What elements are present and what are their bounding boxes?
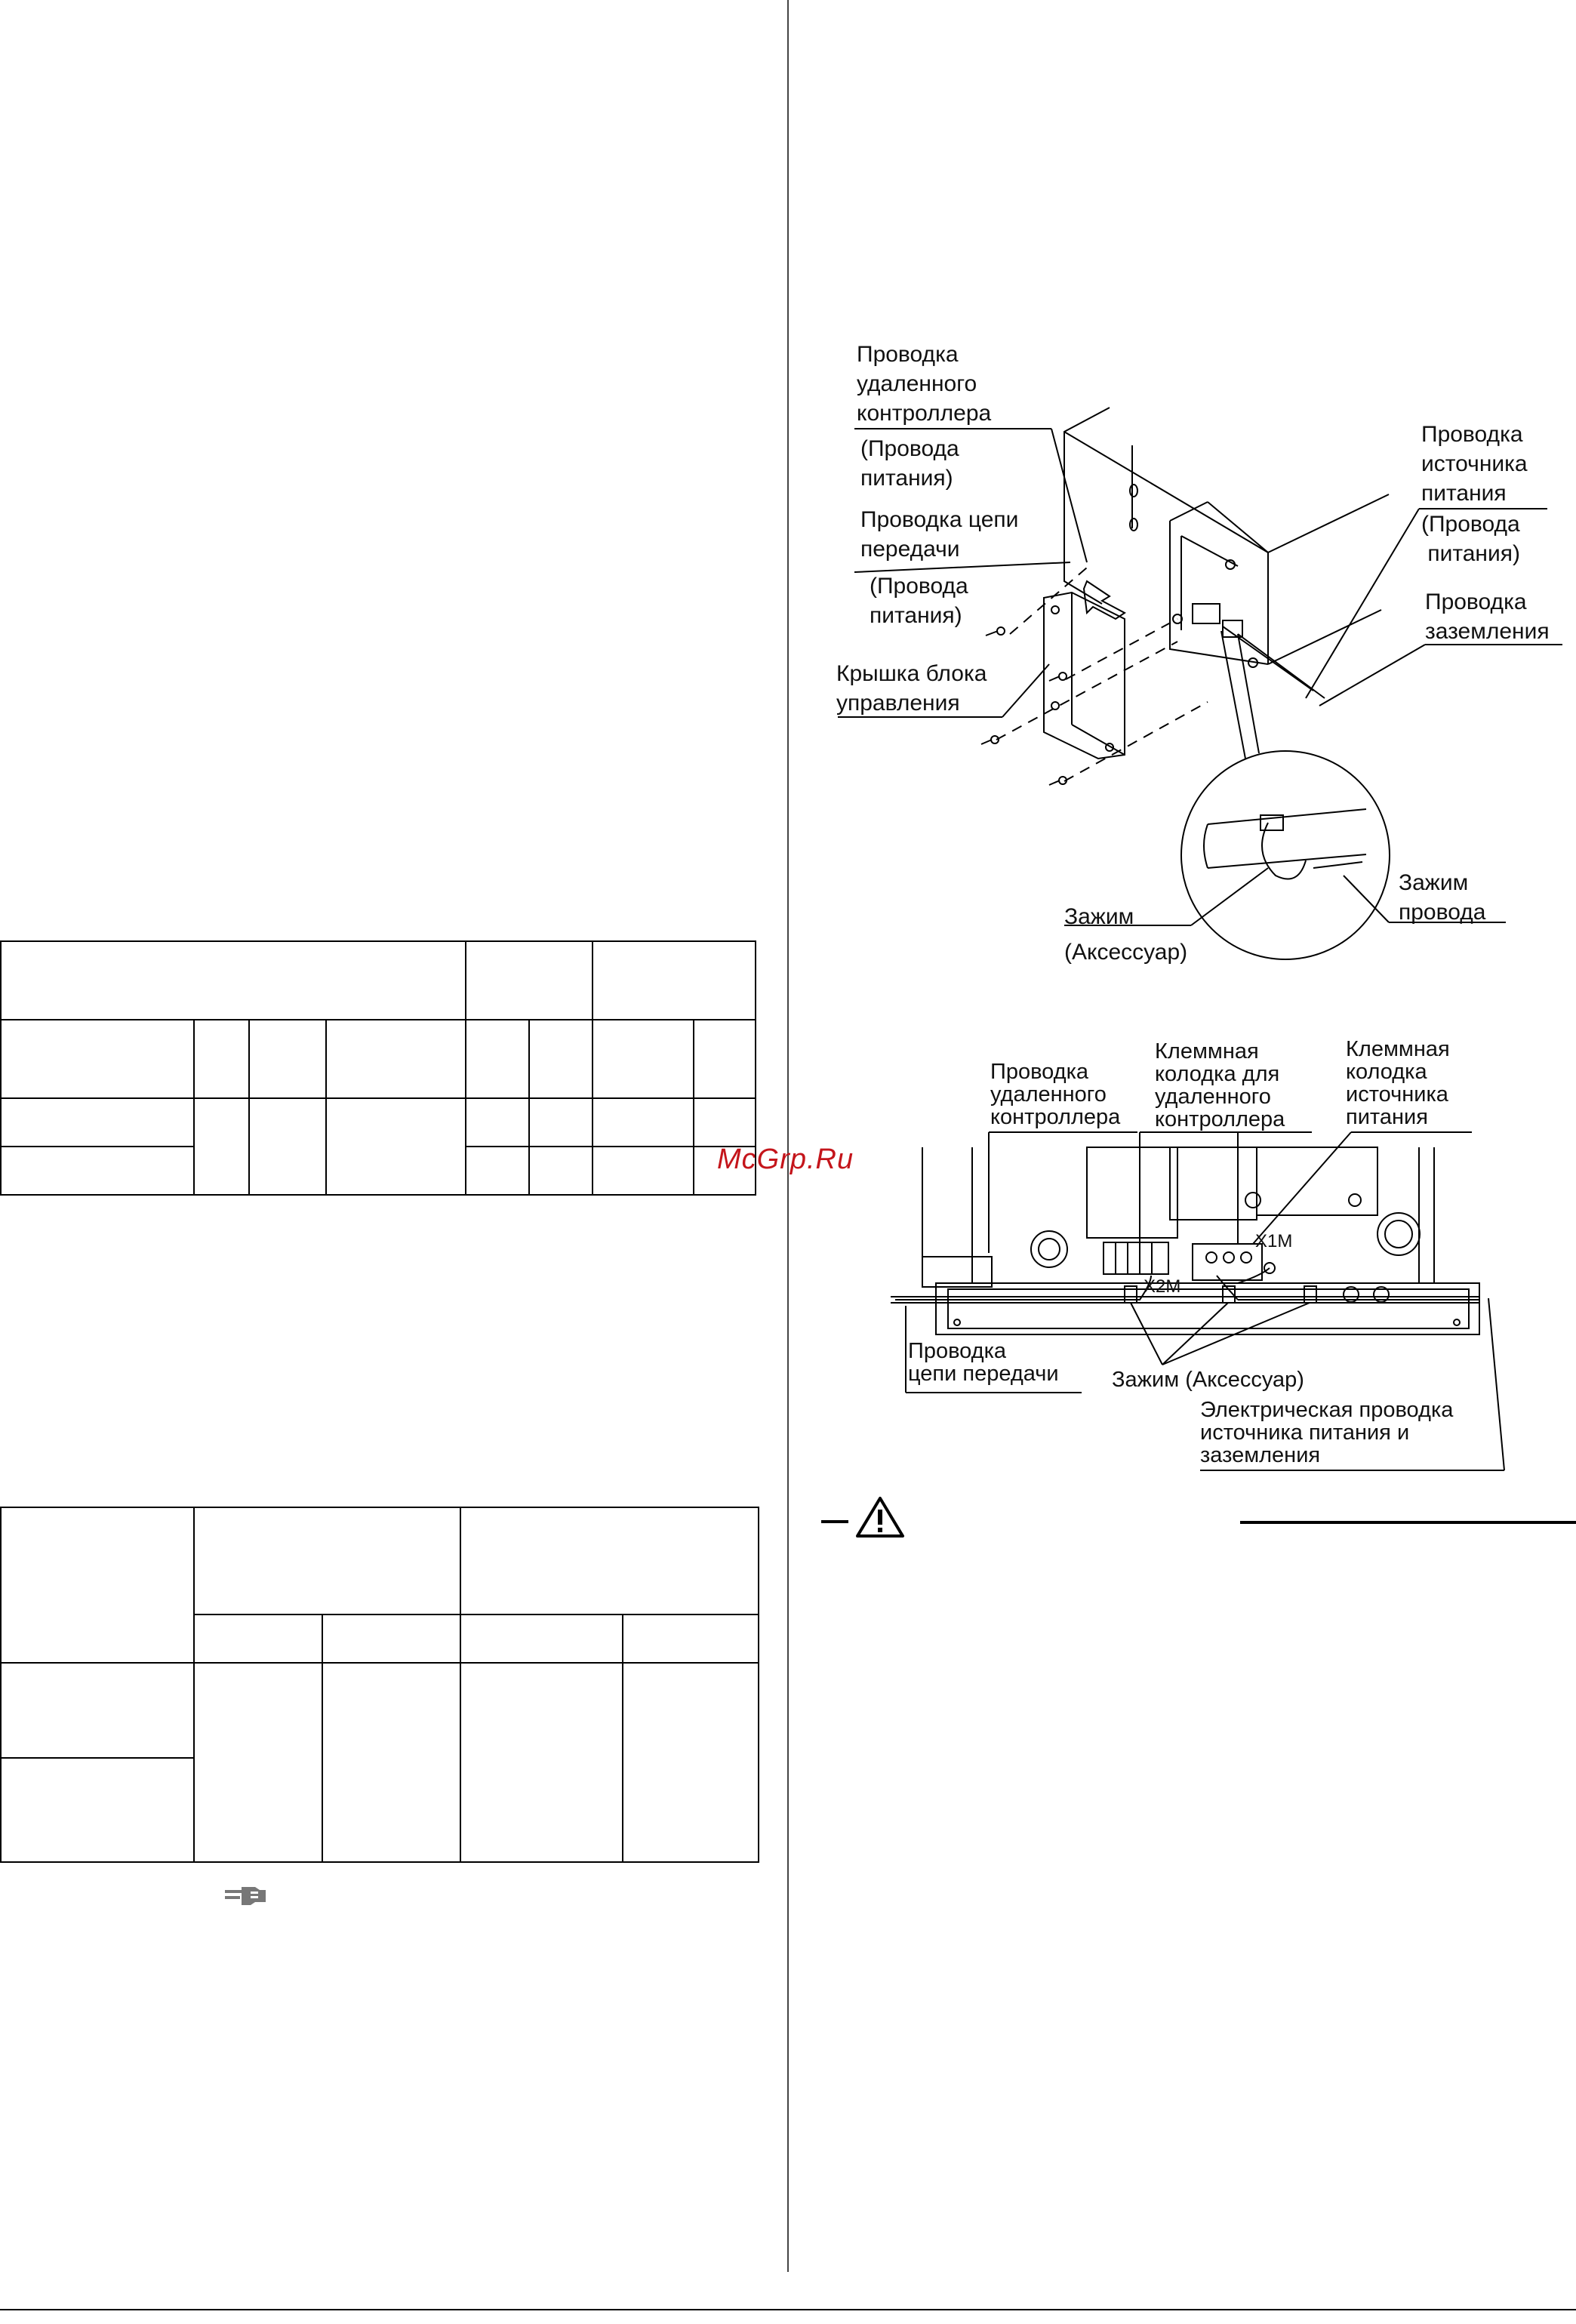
table-2 (0, 1507, 759, 1863)
label-clamp: Зажим (1064, 904, 1134, 929)
label-ground-wiring: Проводка заземления (1425, 589, 1550, 644)
warning-triangle-icon (821, 1494, 912, 1540)
label-terminal-block-remote: Клеммная колодка для удаленного контроллера (1155, 1039, 1285, 1131)
label-bottom-transmission-wiring: Проводка цепи передачи (908, 1339, 1059, 1386)
label-power-ground-wiring: Электрическая проводка источника питания и заземления (1200, 1398, 1454, 1467)
label-clamp-accessory: Зажим (Аксессуар) (1112, 1368, 1304, 1392)
label-power-supply-wires-note: (Провода питания) (1421, 512, 1520, 566)
warning-rule (1240, 1521, 1576, 1524)
label-wire-clamp: Зажим провода (1399, 870, 1486, 925)
table-1 (0, 940, 756, 1196)
table-1-cell (593, 941, 756, 1020)
label-terminal-block-power: Клеммная колодка источника питания (1346, 1037, 1450, 1129)
pointing-hand-icon (225, 1884, 267, 1907)
label-bottom-remote-controller-wiring: Проводка удаленного контроллера (990, 1060, 1121, 1129)
label-clamp-note: (Аксессуар) (1064, 940, 1188, 965)
watermark: McGrp.Ru (717, 1144, 854, 1175)
table-1-cell (1, 941, 466, 1020)
label-control-box-cover: Крышка блока управления (836, 661, 987, 716)
label-remote-controller-wires-note: (Провода питания) (860, 436, 959, 491)
label-power-supply-wiring: Проводка источника питания (1421, 422, 1528, 506)
label-transmission-wiring: Проводка цепи передачи (860, 507, 1019, 562)
label-x2m: X2M (1144, 1276, 1181, 1297)
footer-rule (0, 2309, 1576, 2310)
table-1-cell (466, 941, 593, 1020)
column-divider (787, 0, 789, 2272)
label-remote-controller-wiring: Проводка удаленного контроллера (857, 342, 992, 426)
label-transmission-wires-note: (Провода питания) (870, 574, 968, 628)
label-x1m: X1M (1255, 1231, 1293, 1251)
